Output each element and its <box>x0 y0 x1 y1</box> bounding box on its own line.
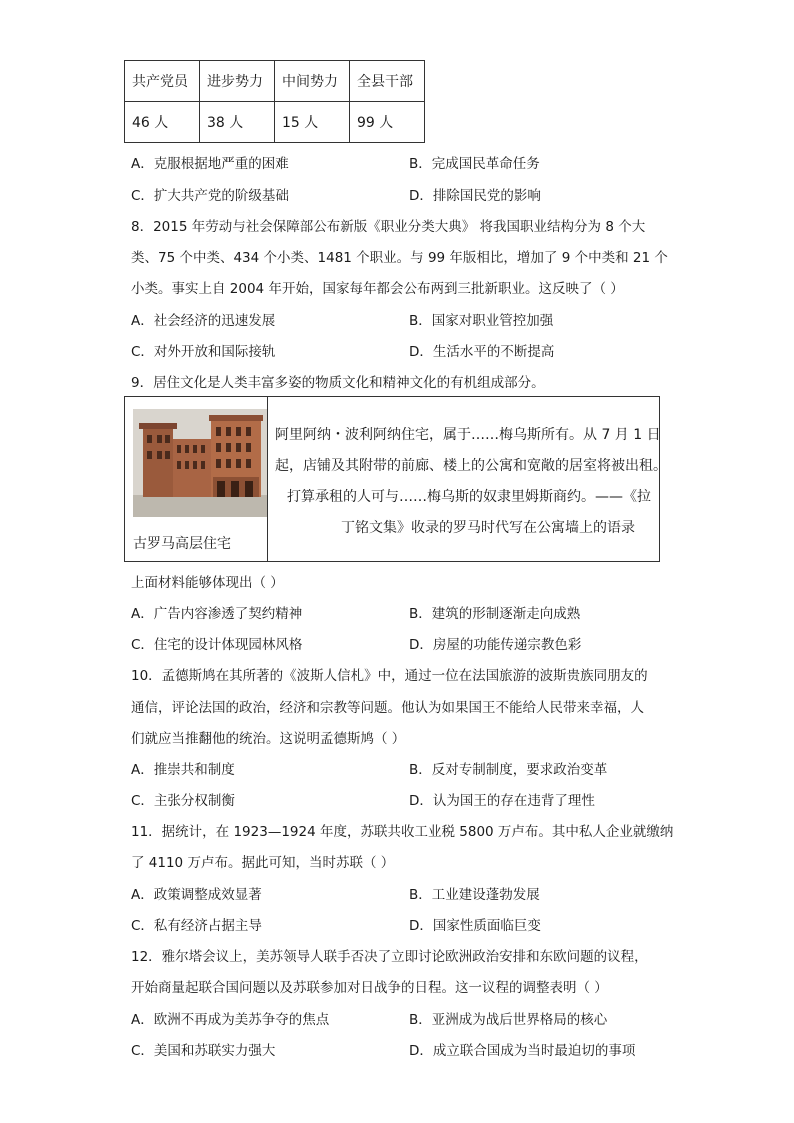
q9-question: 上面材料能够体现出（ ） <box>131 575 284 591</box>
q11-stem-line: 11．据统计，在 1923—1924 年度，苏联共收工业税 5800 万卢布。其中私人企业就缴纳 <box>131 824 674 840</box>
q11-option-b: B．工业建设蓬勃发展 <box>409 887 540 903</box>
table-header-cell: 共产党员 <box>125 61 200 102</box>
q9-material-line: 起，店铺及其附带的前廊、楼上的公寓和宽敞的居室将被出租。 <box>275 458 667 474</box>
q7-option-c: C．扩大共产党的阶级基础 <box>131 188 289 204</box>
q9-option-c: C．住宅的设计体现园林风格 <box>131 637 303 653</box>
table-cell: 38 人 <box>200 102 275 143</box>
q12-option-d: D．成立联合国成为当时最迫切的事项 <box>409 1043 636 1059</box>
q12-stem-line: 开始商量起联合国问题以及苏联参加对日战争的日程。这一议程的调整表明（ ） <box>131 980 608 996</box>
q9-image-cell <box>125 397 268 561</box>
q9-option-d: D．房屋的功能传递宗教色彩 <box>409 637 582 653</box>
q8-option-b: B．国家对职业管控加强 <box>409 313 554 329</box>
q9-material-line: 打算承租的人可与……梅乌斯的奴隶里姆斯商约。——《拉 <box>287 489 651 505</box>
q9-option-a: A．广告内容渗透了契约精神 <box>131 606 303 622</box>
table-cell: 46 人 <box>125 102 200 143</box>
q7-option-b: B．完成国民革命任务 <box>409 156 540 172</box>
q8-stem-line: 类、75 个中类、434 个小类、1481 个职业。与 99 年版相比，增加了 9 个中类和 21 个 <box>131 250 668 266</box>
q10-option-c: C．主张分权制衡 <box>131 793 235 809</box>
q12-stem-line: 12．雅尔塔会议上，美苏领导人联手否决了立即讨论欧洲政治安排和东欧问题的议程， <box>131 949 648 965</box>
q12-option-c: C．美国和苏联实力强大 <box>131 1043 276 1059</box>
q9-option-b: B．建筑的形制逐渐走向成熟 <box>409 606 581 622</box>
table-header-row <box>125 61 425 102</box>
table-cell: 15 人 <box>275 102 350 143</box>
q11-option-d: D．国家性质面临巨变 <box>409 918 541 934</box>
q10-stem-line: 们就应当推翻他的统治。这说明孟德斯鸠（ ） <box>131 731 406 747</box>
table-header-cell: 进步势力 <box>200 61 275 102</box>
q12-option-a: A．欧洲不再成为美苏争夺的焦点 <box>131 1012 330 1028</box>
q9-image-caption: 古罗马高层住宅 <box>133 536 231 552</box>
table-cell: 99 人 <box>350 102 425 143</box>
q7-option-a: A．克服根据地严重的困难 <box>131 156 289 172</box>
q10-stem-line: 通信，评论法国的政治，经济和宗教等问题。他认为如果国王不能给人民带来幸福，人 <box>131 700 644 716</box>
q12-option-b: B．亚洲成为战后世界格局的核心 <box>409 1012 608 1028</box>
q11-stem-line: 了 4110 万卢布。据此可知，当时苏联（ ） <box>131 855 395 871</box>
q10-option-b: B．反对专制制度，要求政治变革 <box>409 762 608 778</box>
q8-option-c: C．对外开放和国际接轨 <box>131 344 276 360</box>
q8-option-d: D．生活水平的不断提高 <box>409 344 555 360</box>
table-header-cell: 全县干部 <box>350 61 425 102</box>
q9-material-line: 阿里阿纳・波利阿纳住宅，属于……梅乌斯所有。从 7 月 1 日 <box>275 427 661 443</box>
q9-material-box <box>124 396 667 562</box>
q10-stem-line: 10．孟德斯鸠在其所著的《波斯人信札》中，通过一位在法国旅游的波斯贵族同朋友的 <box>131 668 648 684</box>
table-row <box>125 102 425 143</box>
roman-apartment-photo <box>133 409 267 517</box>
table-header-cell: 中间势力 <box>275 61 350 102</box>
q11-option-c: C．私有经济占据主导 <box>131 918 262 934</box>
q8-stem-line: 小类。事实上自 2004 年开始，国家每年都会公布两到三批新职业。这反映了（ ） <box>131 281 624 297</box>
q10-option-d: D．认为国王的存在违背了理性 <box>409 793 595 809</box>
q11-option-a: A．政策调整成效显著 <box>131 887 262 903</box>
cadre-composition-table <box>124 60 425 143</box>
q9-stem: 9．居住文化是人类丰富多姿的物质文化和精神文化的有机组成部分。 <box>131 375 545 391</box>
q8-option-a: A．社会经济的迅速发展 <box>131 313 276 329</box>
q8-stem-line: 8．2015 年劳动与社会保障部公布新版《职业分类大典》 将我国职业结构分为 8 个大 <box>131 219 646 235</box>
q10-option-a: A．推崇共和制度 <box>131 762 235 778</box>
q9-material-line: 丁铭文集》收录的罗马时代写在公寓墙上的语录 <box>341 520 635 536</box>
q7-option-d: D．排除国民党的影响 <box>409 188 541 204</box>
